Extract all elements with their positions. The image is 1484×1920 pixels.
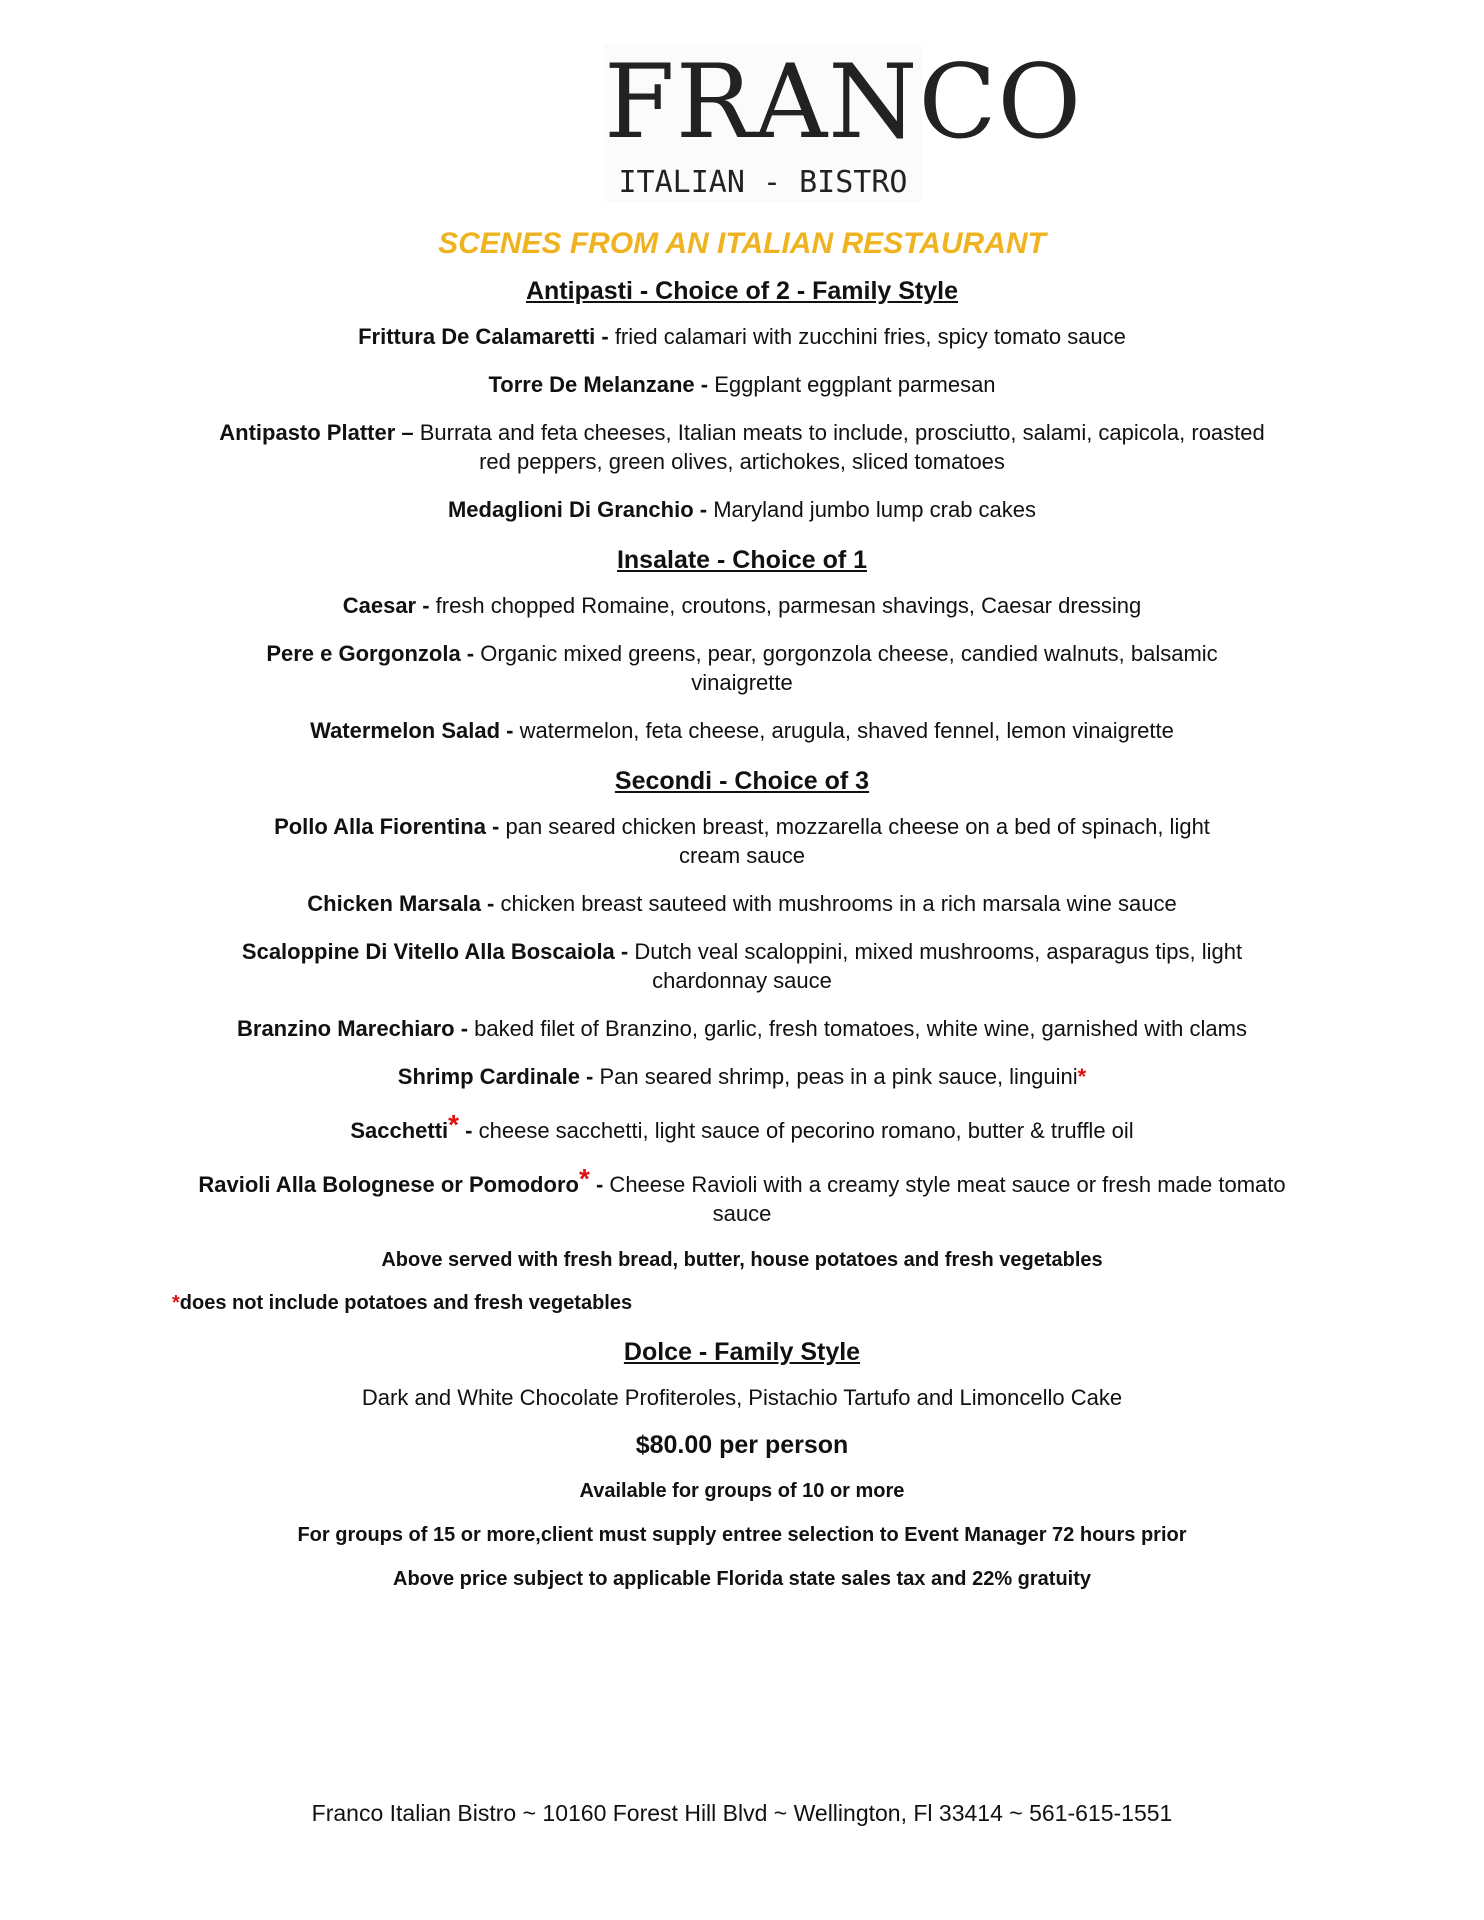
condition-text: For groups of 15 or more,client must supply entree selection to Event Manager 72 hours prior — [297, 1524, 1187, 1546]
logo-subtitle: ITALIAN - BISTRO — [618, 165, 908, 200]
item-name: Scaloppine Di Vitello Alla Boscaiola - — [241, 939, 629, 964]
menu-item — [207, 418, 1277, 476]
served-with-note: Above served with fresh bread, butter, house potatoes and fresh vegetables — [381, 1249, 1103, 1271]
franco-logo — [604, 43, 1083, 202]
item-name: Shrimp Cardinale - — [397, 1064, 594, 1089]
item-dash: - — [459, 1118, 473, 1143]
menu-headline: SCENES FROM AN ITALIAN RESTAURANT — [438, 227, 1046, 260]
item-name: Medaglioni Di Granchio - — [447, 497, 708, 522]
footer-address: Franco Italian Bistro ~ 10160 Forest Hill Blvd ~ Wellington, Fl 33414 ~ 561-615-1551 — [311, 1800, 1173, 1826]
asterisk-mark: * — [172, 1292, 180, 1314]
item-description: chicken breast sauteed with mushrooms in a rich marsala wine sauce — [494, 891, 1177, 916]
item-description: fried calamari with zucchini fries, spicy tomato sauce — [608, 324, 1126, 349]
item-name: Chicken Marsala - — [307, 891, 495, 916]
logo-wordmark: FRANCO — [604, 43, 1083, 162]
item-description: Burrata and feta cheeses, Italian meats to include, prosciutto, salami, capicola, roasted red peppers, green olives, artichokes, sliced tomatoes — [413, 420, 1265, 474]
item-dash: - — [589, 1172, 604, 1197]
condition-text: Available for groups of 10 or more — [579, 1480, 905, 1502]
item-name: Branzino Marechiaro - — [237, 1016, 469, 1041]
menu-item — [0, 591, 1484, 620]
menu-item — [0, 889, 1484, 918]
menu-item — [262, 639, 1222, 697]
item-description: Organic mixed greens, pear, gorgonzola cheese, candied walnuts, balsamic vinaigrette — [474, 641, 1218, 695]
asterisk-note — [0, 1289, 1484, 1317]
menu-item — [0, 1062, 1484, 1091]
item-name: Pollo Alla Fiorentina - — [274, 814, 500, 839]
price-per-person: $80.00 per person — [635, 1431, 849, 1459]
menu-item — [0, 370, 1484, 399]
condition-text: Above price subject to applicable Florida state sales tax and 22% gratuity — [393, 1568, 1091, 1590]
menu-item — [172, 1164, 1312, 1228]
item-description: Cheese Ravioli with a creamy style meat sauce or fresh made tomato sauce — [603, 1172, 1286, 1226]
asterisk-mark: * — [448, 1109, 460, 1140]
menu-document — [0, 222, 1484, 1610]
item-name: Caesar - — [342, 593, 430, 618]
dolce-description: Dark and White Chocolate Profiteroles, Pistachio Tartufo and Limoncello Cake — [361, 1385, 1123, 1410]
item-description: fresh chopped Romaine, croutons, parmesan shavings, Caesar dressing — [429, 593, 1142, 618]
item-description: Eggplant eggplant parmesan — [708, 372, 996, 397]
item-description: baked filet of Branzino, garlic, fresh tomatoes, white wine, garnished with clams — [468, 1016, 1247, 1041]
item-name: Frittura De Calamaretti - — [358, 324, 609, 349]
item-name: Ravioli Alla Bolognese or Pomodoro — [198, 1172, 579, 1197]
item-description: Maryland jumbo lump crab cakes — [707, 497, 1037, 522]
asterisk-mark: * — [578, 1163, 590, 1194]
menu-item — [0, 716, 1484, 745]
section-title-insalate: Insalate - Choice of 1 — [616, 546, 868, 574]
menu-item — [172, 1014, 1312, 1043]
item-name: Antipasto Platter – — [219, 420, 414, 445]
item-name: Sacchetti — [350, 1118, 449, 1143]
asterisk-note-text: does not include potatoes and fresh vegetables — [179, 1292, 633, 1314]
item-description: Pan seared shrimp, peas in a pink sauce, linguini — [593, 1064, 1078, 1089]
menu-item — [0, 495, 1484, 524]
section-title-secondi: Secondi - Choice of 3 — [614, 767, 870, 795]
menu-item — [0, 1110, 1484, 1145]
item-name: Watermelon Salad - — [310, 718, 514, 743]
item-name: Torre De Melanzane - — [488, 372, 709, 397]
section-title-antipasti: Antipasti - Choice of 2 - Family Style — [525, 277, 959, 305]
item-name: Pere e Gorgonzola - — [266, 641, 475, 666]
item-description: cheese sacchetti, light sauce of pecorino romano, butter & truffle oil — [472, 1118, 1134, 1143]
menu-item — [0, 322, 1484, 351]
menu-item — [242, 812, 1242, 870]
item-description: Dutch veal scaloppini, mixed mushrooms, asparagus tips, light chardonnay sauce — [628, 939, 1243, 993]
asterisk-mark: * — [1077, 1064, 1087, 1089]
section-title-dolce: Dolce - Family Style — [623, 1338, 861, 1366]
item-description: watermelon, feta cheese, arugula, shaved fennel, lemon vinaigrette — [513, 718, 1174, 743]
item-description: pan seared chicken breast, mozzarella cheese on a bed of spinach, light cream sauce — [499, 814, 1210, 868]
menu-item — [212, 937, 1272, 995]
